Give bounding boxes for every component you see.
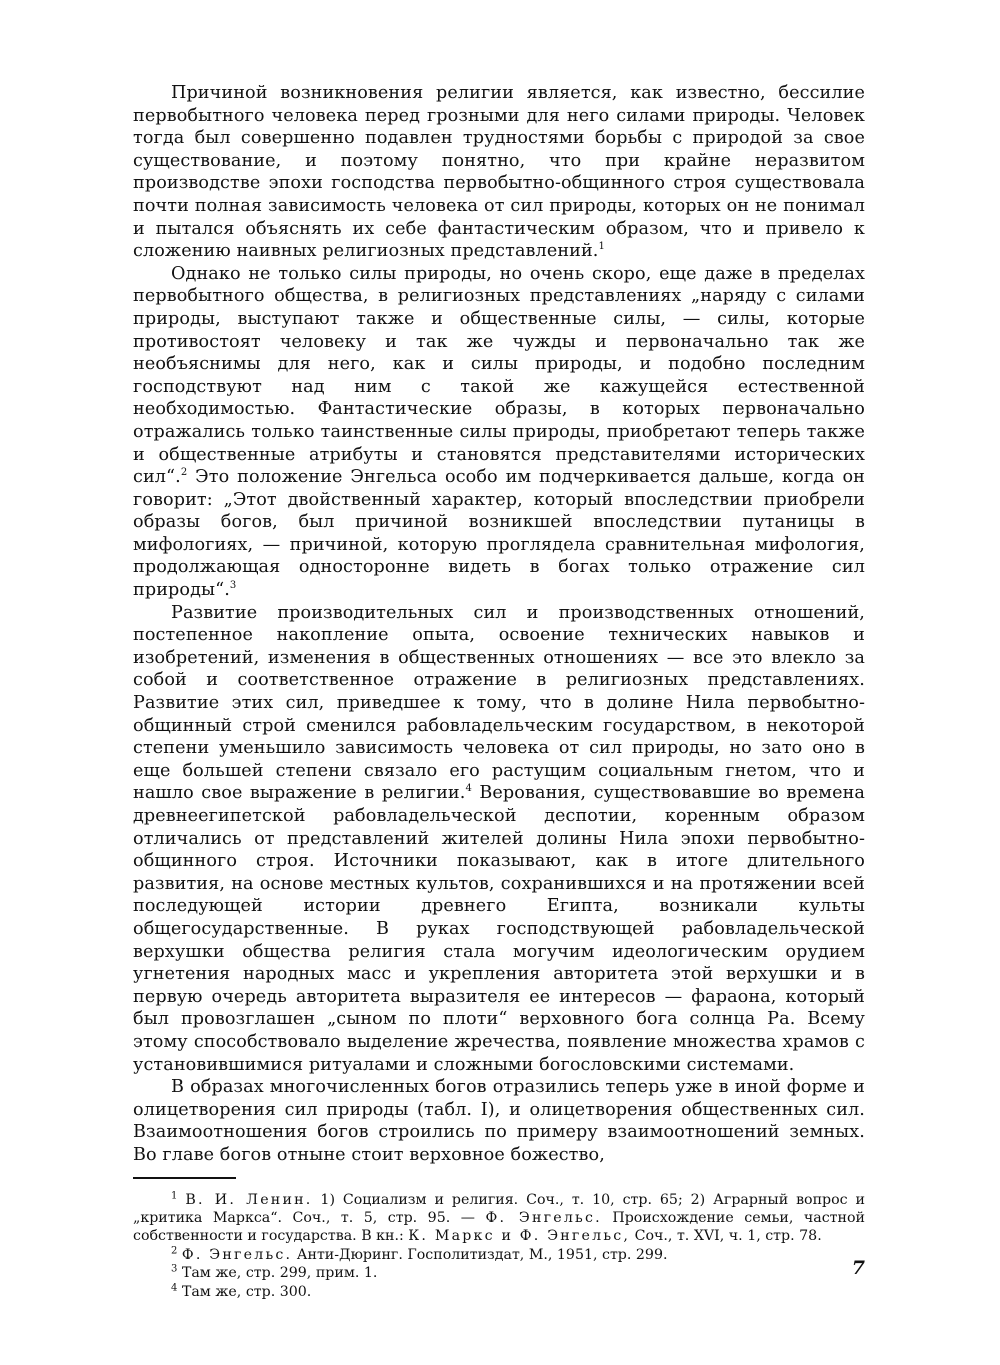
footnote-number: 4 [171, 1281, 178, 1293]
paragraph-4 [133, 1076, 865, 1166]
footnote-ref: 1 [598, 241, 605, 253]
footnote-number: 3 [171, 1263, 178, 1275]
footnote-text: Там же, стр. 299, прим. 1. [181, 1265, 378, 1282]
footnote-author: Ф. Энгельс. [485, 1209, 602, 1226]
footnotes [133, 1191, 865, 1301]
page-content [133, 82, 865, 1301]
paragraph-text: Верования, существовавшие во времена древнеегипетской рабовладельческой деспотии, коренным образом отличались от представлений жителей долины Нила эпохи первобытно-общинного строя. Источники показывают, как в итоге длительного развития, на основе местных культов, сохранившихся и на протяжении всей последующей истории древнего Египта, возникали культы общегосударственные. В руках господствующей рабовладельческой верхушки общества религия стала могучим идеологическим орудием угнетения народных масс и укрепления авторитета этой верхушки и в первую очередь авторитета выразителя ее интересов — фараона, который был провозглашен „сыном по плоти“ верховного бога солнца Ра. Всему этому способствовало выделение жречества, появление множества храмов с установившимися ритуалами и сложными богословскими системами. [133, 783, 865, 1075]
paragraph-1 [133, 82, 865, 263]
paragraph-text: Причиной возникновения религии является, как известно, бессилие первобытного человека перед грозными для него силами природы. Человек тогда был совершенно подавлен трудностями борьбы с природой за свое существование, и поэтому понятно, что при крайне неразвитом производстве эпохи господства первобытно-общинного строя существовала почти полная зависимость человека от сил природы, которых он не понимал и пытался объяснять их себе фантастическим образом, что и привело к сложению наивных религиозных представлений. [133, 83, 865, 262]
paragraph-3 [133, 602, 865, 1076]
footnote-ref: 3 [229, 580, 237, 592]
footnote-ref: 2 [180, 467, 188, 479]
footnote-author: Ф. Энгельс. [181, 1246, 293, 1263]
footnote-ref: 4 [465, 783, 472, 795]
footnote-divider [133, 1177, 236, 1179]
footnote-text: Анти-Дюринг. Госполитиздат, М., 1951, стр. 299. [292, 1246, 668, 1263]
footnote-number: 2 [171, 1244, 178, 1256]
footnote-2 [133, 1246, 865, 1264]
footnote-1 [133, 1191, 865, 1246]
footnote-author: В. И. Ленин. [185, 1191, 313, 1208]
footnote-number: 1 [171, 1189, 178, 1201]
paragraph-text: Однако не только силы природы, но очень скоро, еще даже в пределах первобытного общества, в религиозных представлениях „наряду с силами природы, выступают также и общественные силы, — силы, которые противостоят человеку и так же чужды и первоначально так же необъяснимы для него, как и силы природы, и подобно последним господствуют над ним с такой же кажущейся естественной необходимостью. Фантастические образы, в которых первоначально отражались только таинственные силы природы, приобретают теперь также и общественные атрибуты и становятся представителями исторических сил“. [133, 263, 865, 488]
footnote-4 [133, 1283, 865, 1301]
footnote-author: К. Маркс и Ф. Энгельс, [408, 1228, 631, 1245]
paragraph-text: Развитие производительных сил и производственных отношений, постепенное накопление опыта, освоение технических навыков и изобретений, изменения в общественных отношениях — все это влекло за собой и соответственное отражение в религиозных представлениях. Развитие этих сил, приведшее к тому, что в долине Нила первобытно-общинный строй сменился рабовладельческим государством, в некоторой степени уменьшило зависимость человека от сил природы, но зато оно в еще большей степени связало его растущим социальным гнетом, что и нашло свое выражение в религии. [133, 602, 865, 804]
footnote-text: Там же, стр. 300. [181, 1283, 312, 1300]
paragraph-2 [133, 263, 865, 602]
paragraph-text: В образах многочисленных богов отразились теперь уже в иной форме и олицетворения сил природы (табл. I), и олицетворения общественных сил. Взаимоотношения богов строились по примеру взаимоотношений земных. Во главе богов отныне стоит верховное божество, [133, 1077, 865, 1165]
body-text [133, 82, 865, 1167]
footnote-text: Происхождение семьи, частной собственности и государства. В кн.: [133, 1209, 865, 1245]
page-number: 7 [851, 1257, 865, 1279]
footnote-3 [133, 1264, 865, 1282]
footnote-text: 1) Социализм и религия. Соч., т. 10, стр. 65; 2) Аграрный вопрос и „критика Маркса“. Соч., т. 5, стр. 95. — [133, 1191, 866, 1226]
paragraph-text: Это положение Энгельса особо им подчеркивается дальше, когда он говорит: „Этот двойственный характер, который впоследствии приобрели образы богов, был причиной возникшей впоследствии путаницы в мифологиях, — причиной, которую проглядела сравнительная мифология, продолжающая односторонне видеть в богах только отражение сил природы“. [133, 467, 865, 601]
footnote-text: Соч., т. XVI, ч. 1, стр. 78. [630, 1228, 822, 1245]
